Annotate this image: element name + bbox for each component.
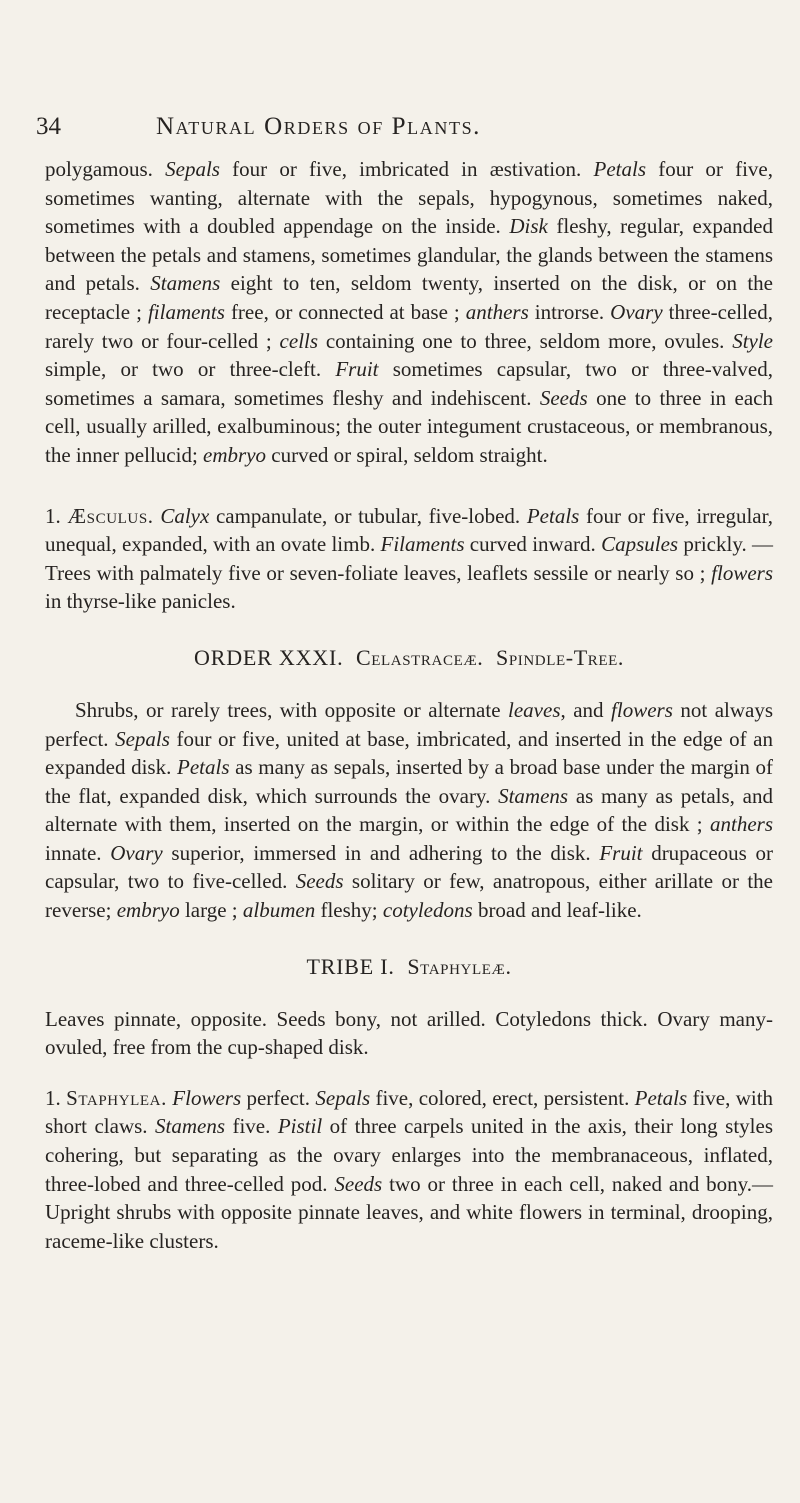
term-sepals: Sepals	[165, 157, 220, 181]
order-name: Celastraceæ.	[356, 644, 484, 670]
page-number: 34	[36, 113, 61, 140]
term-seeds: Seeds	[295, 869, 344, 894]
term-sepals: Sepals	[115, 726, 170, 751]
tribe-heading	[45, 953, 773, 981]
term-albumen: albumen	[242, 898, 316, 923]
term-petals: Petals	[526, 503, 580, 528]
term-petals: Petals	[177, 755, 230, 780]
genus-aesculus: Æsculus.	[67, 503, 154, 528]
term-stamens: Stamens	[155, 1114, 225, 1139]
term-fruit: Fruit	[599, 840, 643, 865]
term-disk: Disk	[509, 214, 548, 239]
paragraph-celastraceae: Shrubs, or rarely trees, with opposite or alternate leaves, and flowers not always perfect. Sepals four or five, united at base, imbricated, and inserted in the edge of an expanded disk. Petals as many as sepals, inserted by a broad base under the margin of the flat, expanded disk, which surrounds the ovary. Stamens as many as petals, and alternate with them, inserted on the margin, or within the edge of the disk ; anthers innate. Ovary superior, immersed in and adhering to the disk. Fruit drupaceous or capsular, two to five-celled. Seeds solitary or few, anatropous, either arillate or the reverse; embryo large ; albumen fleshy; cotyledons broad and leaf-like.	[45, 697, 774, 923]
paragraph-staphylea: 1. Staphylea. Flowers perfect. Sepals five, colored, erect, persistent. Petals five, with short claws. Stamens five. Pistil of three carpels united in the axis, their long styles cohering, but separating as the ovary enlarges into the membranaceous, inflated, three-lobed and three-celled pod. Seeds two or three in each cell, naked and bony.— Upright shrubs with opposite pinnate leaves, and white flowers in terminal, drooping, raceme-like clusters.	[45, 1085, 774, 1253]
tribe-number: TRIBE I.	[306, 953, 395, 979]
paragraph-aesculus: 1. Æsculus. Calyx campanulate, or tubular, five-lobed. Petals four or five, irregular, unequal, expanded, with an ovate limb. Filaments curved inward. Capsules prickly. — Trees with palmately five or seven-foliate leaves, leaflets sessile or nearly so ; flowers in thyrse-like panicles.	[45, 503, 774, 614]
term-flowers: flowers	[611, 697, 673, 722]
term-stamens: Stamens	[498, 783, 569, 808]
term-pistil: Pistil	[277, 1114, 323, 1139]
term-capsules: Capsules	[601, 532, 679, 557]
term-filaments: Filaments	[380, 532, 465, 557]
page-header	[36, 112, 776, 148]
term-ovary: Ovary	[610, 299, 663, 324]
term-anthers: anthers	[710, 812, 773, 837]
term-embryo: embryo	[116, 898, 180, 923]
genus-staphylea: Staphylea.	[66, 1085, 167, 1110]
term-seeds: Seeds	[539, 385, 588, 410]
term-embryo: embryo	[203, 442, 267, 467]
term-filaments: filaments	[147, 299, 225, 324]
term-petals: Petals	[634, 1085, 688, 1110]
term-petals: Petals	[593, 157, 646, 181]
paragraph-order-continuation: polygamous. Sepals four or five, imbricated in æstivation. Petals four or five, sometimes wanting, alternate with the sepals, hypogynous, sometimes naked, sometimes with a doubled appendage on the inside. Disk fleshy, regular, expanded between the petals and stamens, sometimes glandular, the glands between the stamens and petals. Stamens eight to ten, seldom twenty, inserted on the disk, or on the receptacle ; filaments free, or connected at base ; anthers introrse. Ovary three-celled, rarely two or four-celled ; cells containing one to three, seldom more, ovules. Style simple, or two or three-cleft. Fruit sometimes capsular, two or three-valved, sometimes a samara, sometimes fleshy and indehiscent. Seeds one to three in each cell, usually arilled, exalbuminous; the outer integument crustaceous, or membranous, the inner pellucid; embryo curved or spiral, seldom straight.	[45, 157, 774, 467]
term-calyx: Calyx	[160, 503, 210, 528]
term-anthers: anthers	[465, 299, 529, 324]
term-sepals: Sepals	[315, 1085, 371, 1110]
body-text	[45, 155, 773, 1255]
term-fruit: Fruit	[335, 357, 379, 382]
term-style: Style	[732, 328, 773, 353]
term-cells: cells	[279, 328, 319, 353]
paragraph-staphyleae-tribe: Leaves pinnate, opposite. Seeds bony, not arilled. Cotyledons thick. Ovary many-ovuled, free from the cup-shaped disk.	[45, 1006, 773, 1060]
term-ovary: Ovary	[110, 840, 163, 865]
term-cotyledons: cotyledons	[382, 898, 473, 923]
running-head: Natural Orders of Plants.	[156, 113, 482, 140]
term-flowers: flowers	[711, 560, 773, 585]
order-number: ORDER XXXI.	[194, 644, 344, 670]
term-flowers: Flowers	[172, 1085, 242, 1110]
order-heading	[45, 644, 773, 672]
tribe-name: Staphyleæ.	[407, 953, 512, 979]
term-leaves: leaves	[508, 697, 561, 722]
term-seeds: Seeds	[334, 1171, 383, 1196]
order-common-name: Spindle-Tree.	[496, 644, 624, 670]
term-stamens: Stamens	[150, 271, 221, 296]
